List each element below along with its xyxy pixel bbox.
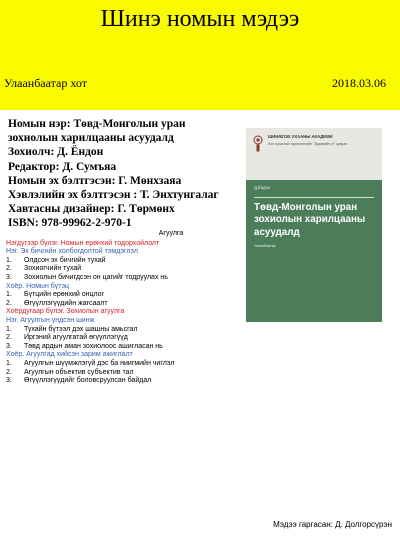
- toc-row-number: 1.: [6, 359, 12, 367]
- toc-row-number: 2.: [6, 299, 12, 307]
- toc-row: [6, 240, 306, 249]
- toc-row-text: Зохиогчийн тухай: [24, 265, 82, 273]
- toc-row: [6, 317, 306, 326]
- toc-row: [6, 351, 306, 360]
- toc-row: [6, 334, 306, 343]
- cover-academy: ШИНЖЛЭХ УХААНЫ АКАДЕМИ: [268, 134, 333, 139]
- toc-row-text: Хоёрдугаар бүлэг. Зохиолын агуулга: [6, 308, 125, 316]
- toc-row: [6, 283, 306, 292]
- toc-row-number: 3.: [6, 273, 12, 281]
- toc-row-text: Хоёр. Номын бүтэц: [6, 282, 70, 290]
- toc-row: [6, 274, 306, 283]
- toc-row: [6, 377, 306, 386]
- toc-heading: Агуулга: [158, 230, 184, 237]
- toc-row-text: Агуулгын шүүмжлэгүй дэс ба ниигмийн чиглэл: [24, 359, 175, 367]
- toc-row-text: Бүтцийн ерөнхий онцлог: [24, 291, 105, 299]
- toc-row: [6, 326, 306, 335]
- toc-row-text: Нэг. Эх бичгийн холбогдолтой тэмдэглэл: [6, 248, 138, 256]
- cover-title: Төвд-Монголын уран зохиолын харилцааны асуудалд: [254, 202, 366, 238]
- editor-line: Редактор: Д. Сумъяа: [8, 160, 117, 173]
- toc-row-text: Тухайн бүтээл дэх шашны амьсгал: [24, 325, 138, 333]
- page-title: Шинэ номын мэдээ: [100, 6, 300, 32]
- toc-row-number: 1.: [6, 291, 12, 299]
- toc-row-text: Иргэний агуулгатай өгүүллэгүүд: [24, 334, 128, 342]
- footer-author: Мэдээ гаргасан: Д. Долгорсүрэн: [273, 520, 392, 529]
- isbn-line: ISBN: 978-99962-2-970-1: [8, 217, 132, 230]
- book-title-line: Номын нэр: Төвд-Монголын уран зохиолын харилцааны асуудалд: [8, 118, 186, 145]
- date-text: 2018.03.06: [332, 76, 386, 90]
- prep-line: Номын эх бэлтгэсэн: Г. Мөнхзаяа: [8, 174, 182, 187]
- book-details: [8, 117, 236, 231]
- toc-row: [6, 369, 306, 378]
- toc-row-text: Өгүүллэгүүдийн жагсаалт: [24, 299, 108, 307]
- academy-emblem-icon: [252, 135, 264, 153]
- toc-list: [6, 240, 306, 386]
- cover-designer-line: Хавтасны дизайнер: Г. Төрмөнх: [8, 203, 175, 216]
- publishing-prep-line: Хэвлэлийн эх бэлтгэсэн : Т. Энхтунгалаг: [8, 189, 219, 202]
- toc-row-number: 1.: [6, 325, 12, 333]
- toc-row: [6, 360, 306, 369]
- table-of-contents: [6, 230, 306, 386]
- toc-row: [6, 308, 306, 317]
- toc-row-number: 1.: [6, 256, 12, 264]
- author-line: Зохиолч: Д. Ёндон: [8, 146, 104, 159]
- toc-row-number: 2.: [6, 368, 12, 376]
- toc-row-number: 3.: [6, 342, 12, 350]
- toc-row-text: Хоёр. Агуулгад хийсэн зарим ажиглалт: [6, 351, 133, 359]
- toc-row-number: 3.: [6, 377, 12, 385]
- toc-row-number: 2.: [6, 265, 12, 273]
- toc-row-text: Нэгдүгээр бүлэг. Номын ерөнхий тодорхойлолт: [6, 239, 160, 247]
- toc-row-text: Нэг. Агуулгын үндсэн шинж: [6, 316, 95, 324]
- cover-divider: [254, 197, 374, 198]
- cover-author: Д.Ёндон: [254, 185, 271, 190]
- toc-row-number: 2.: [6, 334, 12, 342]
- location-text: Улаанбаатар хот: [4, 76, 87, 90]
- toc-row-text: Зохиолын бичигдсэн он цагийг тодруулах нь: [24, 273, 168, 281]
- cover-series: Хэл зохиолын хүрээлэнгийн "Эрдэмийн үг" цуврал: [268, 142, 348, 146]
- toc-row: [6, 265, 306, 274]
- toc-row-text: Төвд ардын аман зохиолоос ашигласан нь: [24, 342, 163, 350]
- cover-city: Улаанбаатар: [254, 244, 276, 248]
- toc-row: [6, 291, 306, 300]
- toc-row-text: Өгүүллэгүүдийг боловсруулсан байдал: [24, 377, 152, 385]
- toc-row-text: Олдсон эх бичгийн тухай: [24, 256, 106, 264]
- toc-row: [6, 248, 306, 257]
- toc-row-text: Агуулгын объектив субъектив тал: [24, 368, 134, 376]
- header-banner: [0, 0, 400, 110]
